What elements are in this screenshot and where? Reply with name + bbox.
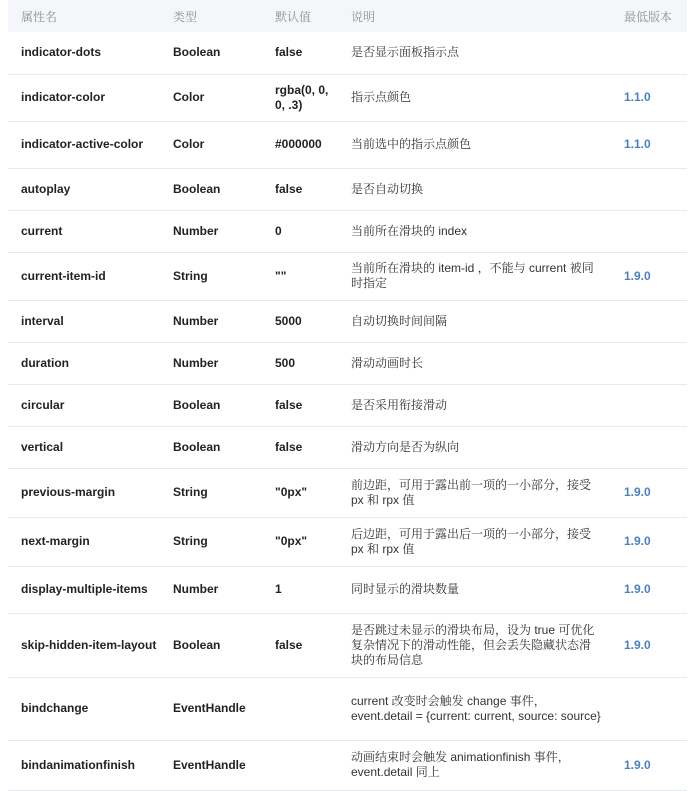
- attr-description: 是否跳过未显示的滑块布局，设为 true 可优化复杂情况下的滑动性能，但会丢失隐藏状态滑块的布局信息: [338, 613, 611, 677]
- attr-default: "0px": [262, 517, 338, 566]
- table-row: [8, 426, 687, 468]
- attr-description: 指示点颜色: [338, 74, 611, 121]
- table-row: [8, 468, 687, 517]
- attr-version: 1.9.0: [611, 740, 687, 790]
- attr-default: 5000: [262, 300, 338, 342]
- attr-name: skip-hidden-item-layout: [8, 613, 160, 677]
- table-row: [8, 677, 687, 740]
- table-row: [8, 342, 687, 384]
- attr-name: display-multiple-items: [8, 566, 160, 613]
- table-row: [8, 74, 687, 121]
- table-row: [8, 32, 687, 74]
- header-version: 最低版本: [624, 9, 673, 24]
- attr-description: 是否显示面板指示点: [338, 32, 611, 74]
- attr-type: Number: [160, 300, 262, 342]
- attr-version: 1.9.0: [611, 613, 687, 677]
- attr-description: 滑动动画时长: [338, 342, 611, 384]
- attr-name: current: [8, 210, 160, 252]
- attr-default: #000000: [262, 121, 338, 168]
- table-row: [8, 740, 687, 790]
- attr-default: [262, 740, 338, 790]
- attr-type: Color: [160, 121, 262, 168]
- attr-default: false: [262, 426, 338, 468]
- attr-default: 500: [262, 342, 338, 384]
- attribute-table-container: [8, 0, 687, 791]
- attr-version: [611, 426, 687, 468]
- attr-description: current 改变时会触发 change 事件，event.detail = {current: current, source: source}: [338, 677, 611, 740]
- attr-name: vertical: [8, 426, 160, 468]
- attr-description: 是否自动切换: [338, 168, 611, 210]
- attr-version: 1.9.0: [611, 468, 687, 517]
- attr-type: Number: [160, 210, 262, 252]
- attr-version: 1.9.0: [611, 566, 687, 613]
- attr-version: [611, 168, 687, 210]
- attr-type: String: [160, 468, 262, 517]
- table-row: [8, 210, 687, 252]
- table-row: [8, 566, 687, 613]
- attr-version: [611, 300, 687, 342]
- attr-description: 前边距，可用于露出前一项的一小部分，接受 px 和 rpx 值: [338, 468, 611, 517]
- attr-name: previous-margin: [8, 468, 160, 517]
- attr-version: [611, 342, 687, 384]
- table-header-row: [8, 0, 687, 32]
- attr-version: [611, 32, 687, 74]
- attr-name: indicator-dots: [8, 32, 160, 74]
- attr-type: Boolean: [160, 32, 262, 74]
- attr-default: false: [262, 613, 338, 677]
- attr-description: 自动切换时间间隔: [338, 300, 611, 342]
- attribute-table: [8, 0, 687, 791]
- header-default: 默认值: [275, 9, 312, 24]
- table-row: [8, 300, 687, 342]
- attr-description: 滑动方向是否为纵向: [338, 426, 611, 468]
- attr-version: [611, 384, 687, 426]
- attr-type: EventHandle: [160, 677, 262, 740]
- attr-type: Boolean: [160, 426, 262, 468]
- table-row: [8, 384, 687, 426]
- attr-name: current-item-id: [8, 252, 160, 300]
- table-row: [8, 168, 687, 210]
- table-row: [8, 252, 687, 300]
- attr-description: 当前所在滑块的 item-id ，不能与 current 被同时指定: [338, 252, 611, 300]
- attr-description: 后边距，可用于露出后一项的一小部分，接受 px 和 rpx 值: [338, 517, 611, 566]
- attr-type: Number: [160, 566, 262, 613]
- attr-name: duration: [8, 342, 160, 384]
- attr-description: 动画结束时会触发 animationfinish 事件，event.detail 同上: [338, 740, 611, 790]
- table-header: [8, 0, 687, 32]
- attr-name: interval: [8, 300, 160, 342]
- attr-default: rgba(0, 0, 0, .3): [262, 74, 338, 121]
- attr-default: false: [262, 168, 338, 210]
- attr-description: 同时显示的滑块数量: [338, 566, 611, 613]
- attr-version: 1.1.0: [611, 121, 687, 168]
- attr-name: bindanimationfinish: [8, 740, 160, 790]
- attr-name: bindchange: [8, 677, 160, 740]
- attr-name: autoplay: [8, 168, 160, 210]
- table-row: [8, 121, 687, 168]
- attr-version: 1.1.0: [611, 74, 687, 121]
- attr-type: EventHandle: [160, 740, 262, 790]
- attr-default: 1: [262, 566, 338, 613]
- attr-type: Boolean: [160, 168, 262, 210]
- attr-type: Color: [160, 74, 262, 121]
- attr-default: 0: [262, 210, 338, 252]
- attr-default: [262, 677, 338, 740]
- attr-description: 是否采用衔接滑动: [338, 384, 611, 426]
- table-body: [8, 32, 687, 790]
- attr-description: 当前所在滑块的 index: [338, 210, 611, 252]
- attr-default: "": [262, 252, 338, 300]
- attr-name: circular: [8, 384, 160, 426]
- attr-type: Boolean: [160, 613, 262, 677]
- attr-type: Boolean: [160, 384, 262, 426]
- attr-version: [611, 210, 687, 252]
- attr-name: next-margin: [8, 517, 160, 566]
- attr-name: indicator-active-color: [8, 121, 160, 168]
- attr-type: String: [160, 252, 262, 300]
- attr-description: 当前选中的指示点颜色: [338, 121, 611, 168]
- attr-default: "0px": [262, 468, 338, 517]
- attr-name: indicator-color: [8, 74, 160, 121]
- attr-version: 1.9.0: [611, 252, 687, 300]
- attr-type: String: [160, 517, 262, 566]
- header-type: 类型: [173, 9, 198, 24]
- table-row: [8, 613, 687, 677]
- header-name: 属性名: [21, 9, 58, 24]
- attr-type: Number: [160, 342, 262, 384]
- attr-version: 1.9.0: [611, 517, 687, 566]
- header-description: 说明: [351, 9, 376, 24]
- attr-version: [611, 677, 687, 740]
- attr-default: false: [262, 384, 338, 426]
- table-row: [8, 517, 687, 566]
- attr-default: false: [262, 32, 338, 74]
